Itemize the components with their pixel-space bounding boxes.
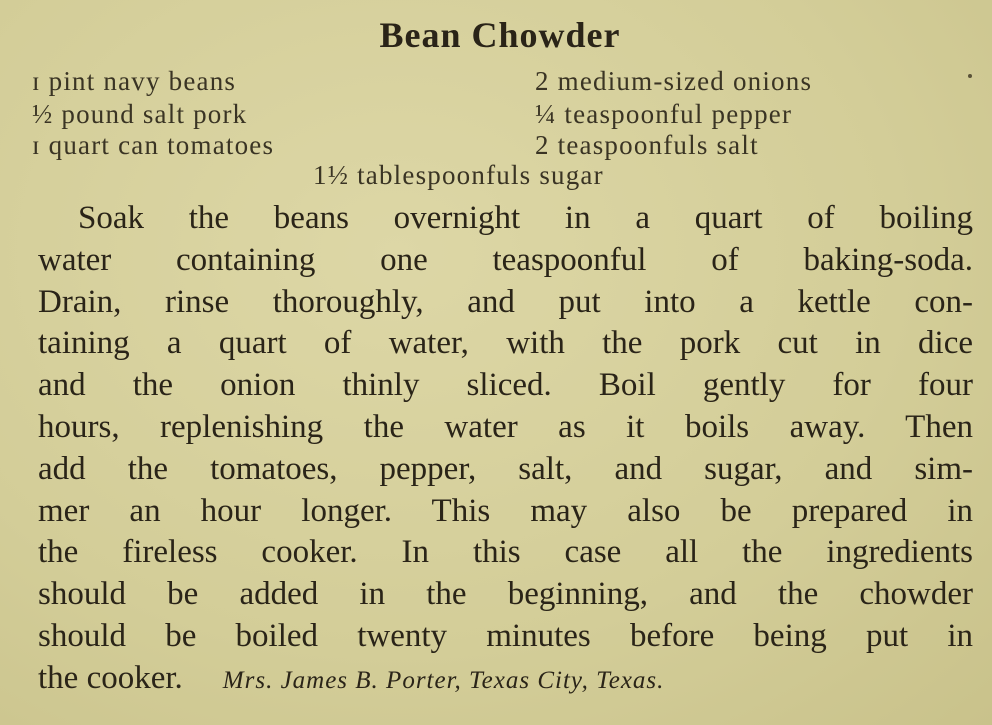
instruction-line: add the tomatoes, pepper, salt, and sugar, and sim- xyxy=(38,450,973,487)
ingredient-navy-beans: ɪ pint navy beans xyxy=(32,66,237,96)
instruction-line: taining a quart of water, with the pork cut in dice xyxy=(38,325,973,362)
instruction-line: water containing one teaspoonful of baking-soda. xyxy=(38,241,973,278)
instruction-final-text: the cooker. xyxy=(38,659,183,696)
instruction-line: Soak the beans overnight in a quart of boiling xyxy=(78,200,973,236)
instruction-line: should be added in the beginning, and the chowder xyxy=(38,576,973,613)
ingredient-onions: 2 medium-sized onions xyxy=(535,66,813,96)
instruction-line: and the onion thinly sliced. Boil gently for four xyxy=(38,367,973,404)
instruction-final-line xyxy=(38,658,973,700)
instruction-line: hours, replenishing the water as it boils away. Then xyxy=(38,408,973,445)
print-speck xyxy=(968,74,972,78)
ingredient-sugar: 1½ tablespoonfuls sugar xyxy=(313,160,604,190)
ingredient-salt: 2 teaspoonfuls salt xyxy=(535,130,759,160)
ingredient-tomatoes: ɪ quart can tomatoes xyxy=(32,130,275,160)
recipe-signature: Mrs. James B. Porter, Texas City, Texas. xyxy=(222,666,665,694)
instructions-paragraph xyxy=(38,198,973,700)
recipe-title: Bean Chowder xyxy=(379,15,621,55)
instruction-line: Drain, rinse thoroughly, and put into a kettle con- xyxy=(38,283,973,320)
ingredient-salt-pork: ½ pound salt pork xyxy=(32,99,248,129)
instruction-line: mer an hour longer. This may also be prepared in xyxy=(38,492,973,529)
ingredient-pepper: ¼ teaspoonful pepper xyxy=(535,99,793,129)
instruction-line: should be boiled twenty minutes before being put in xyxy=(38,617,973,654)
instruction-line: the fireless cooker. In this case all the ingredients xyxy=(38,534,973,571)
